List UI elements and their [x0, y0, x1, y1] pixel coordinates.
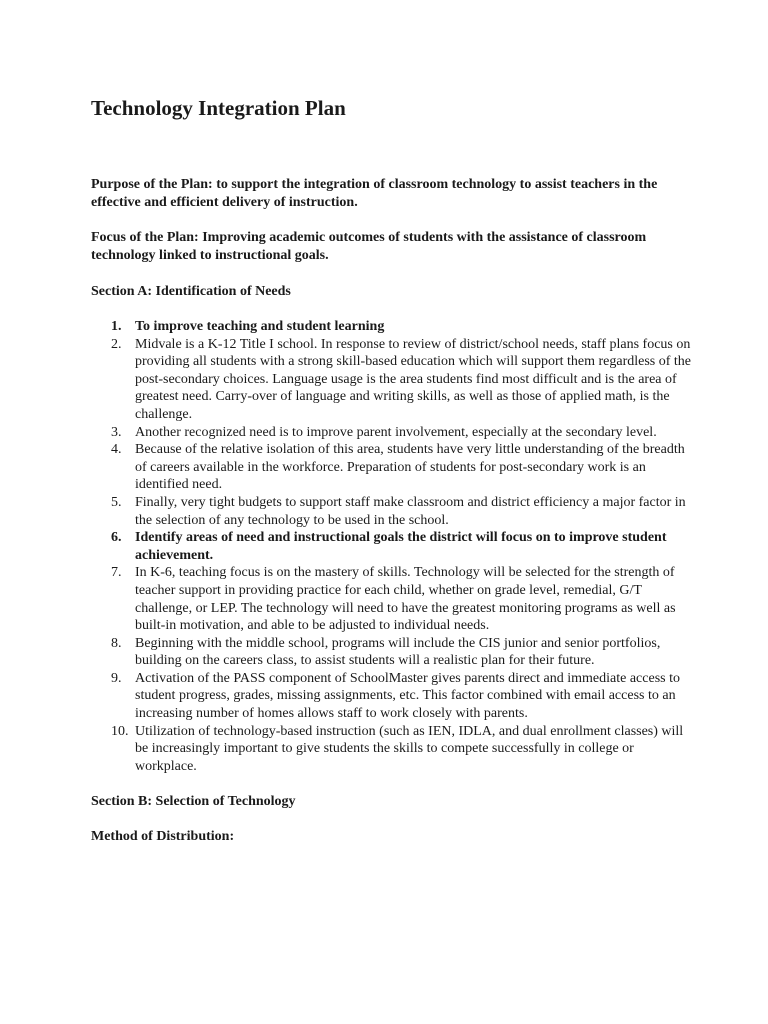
section-b-heading: Section B: Selection of Technology — [91, 794, 296, 809]
list-item-number: 8. — [111, 635, 122, 651]
list-item — [91, 494, 691, 529]
document-title: Technology Integration Plan — [91, 96, 346, 120]
section-a-heading: Section A: Identification of Needs — [91, 284, 291, 299]
method-of-distribution-heading: Method of Distribution: — [91, 829, 235, 844]
list-item-number: 7. — [111, 565, 122, 581]
focus-paragraph: Focus of the Plan: Improving academic outcomes of students with the assistance of classroom technology linked to instructional goals. — [91, 230, 647, 263]
list-item-text: In K-6, teaching focus is on the mastery of skills. Technology will be selected for the strength of teacher support in providing practice for each child, whether on grade level, remedial, G/T challenge, or LEP. The technology will need to have the greatest monitoring programs as well as built-in motivation, and able to be adjusted to individual needs. — [135, 565, 676, 634]
list-item — [91, 318, 691, 336]
list-item-number: 1. — [111, 319, 122, 334]
list-item-number: 2. — [111, 336, 122, 352]
list-item-number: 5. — [111, 494, 122, 510]
list-item-text: Finally, very tight budgets to support staff make classroom and district efficiency a major factor in the selection of any technology to be used in the school. — [135, 494, 686, 528]
list-item-text: Because of the relative isolation of this area, students have very little understanding of the breadth of careers available in the workforce. Preparation of students for post-secondary work is an identified need. — [135, 442, 685, 493]
list-item-text: Another recognized need is to improve parent involvement, especially at the secondary level. — [135, 424, 657, 440]
list-item — [91, 424, 691, 442]
list-item-number: 6. — [111, 530, 122, 546]
list-item — [91, 723, 691, 776]
list-item-number: 3. — [111, 424, 122, 440]
list-item-text: Midvale is a K-12 Title I school. In response to review of district/school needs, staff plans focus on providing all students with a strong skill-based education which will support them regardless of the post-secondary choices. Language usage is the area students find most difficult and is the area of greatest need. Carry-over of language and writing skills, as well as those of applied math, is the challenge. — [135, 336, 692, 422]
list-item-text: Identify areas of need and instructional goals the district will focus on to improve student achievement. — [135, 530, 667, 563]
list-item-number: 4. — [111, 442, 122, 458]
list-item — [91, 635, 691, 670]
purpose-paragraph: Purpose of the Plan: to support the integration of classroom technology to assist teachers in the effective and efficient delivery of instruction. — [91, 177, 658, 210]
list-item-number: 10. — [111, 723, 129, 739]
list-item-number: 9. — [111, 670, 122, 686]
list-item — [91, 336, 691, 424]
list-item-text: To improve teaching and student learning — [135, 319, 385, 334]
list-item-text: Activation of the PASS component of SchoolMaster gives parents direct and immediate access to student progress, grades, missing assignments, etc. This factor combined with email access to an increasing number of homes allows staff to work closely with parents. — [135, 670, 680, 722]
list-item — [91, 670, 691, 723]
list-item — [91, 441, 691, 494]
needs-list — [91, 318, 691, 775]
list-item — [91, 529, 691, 564]
list-item — [91, 564, 691, 634]
list-item-text: Beginning with the middle school, programs will include the CIS junior and senior portfolios, building on the careers class, to assist students will a realistic plan for their future. — [135, 635, 661, 669]
list-item-text: Utilization of technology-based instruction (such as IEN, IDLA, and dual enrollment classes) will be increasingly important to give students the skills to compete successfully in college or workplace. — [135, 723, 684, 774]
